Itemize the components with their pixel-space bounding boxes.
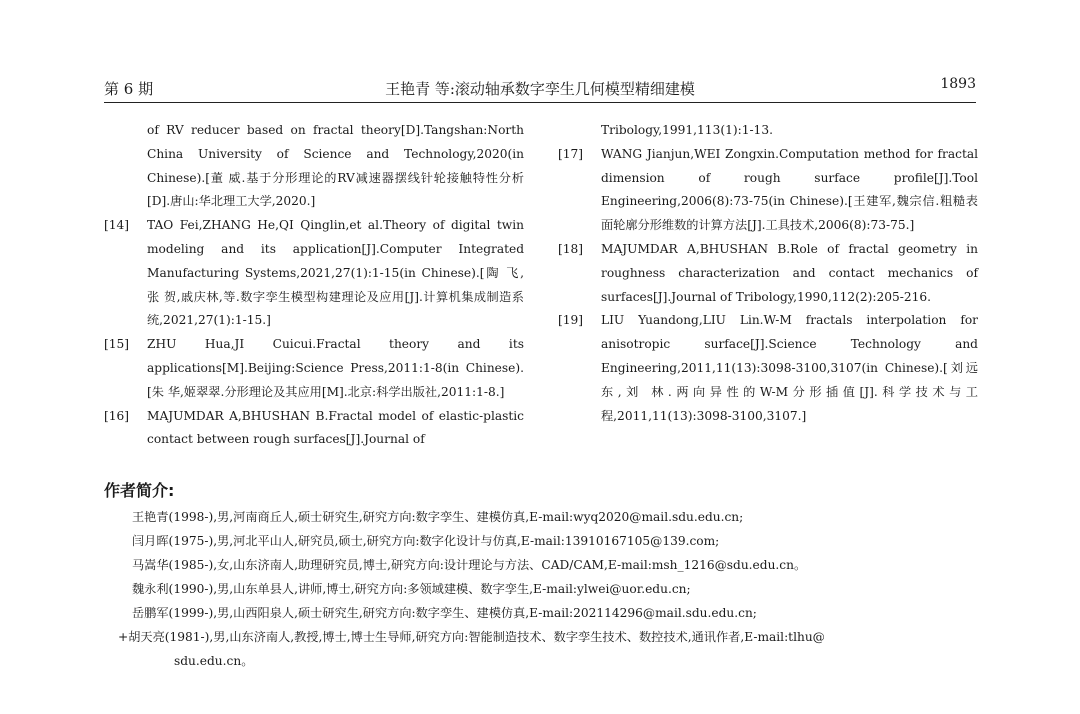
author-bio: 岳鹏军(1999-),男,山西阳泉人,硕士研究生,研究方向:数字孪生、建模仿真,E-mail:202114296@mail.sdu.edu.cn;	[132, 606, 757, 620]
author-bios	[104, 505, 984, 673]
reference-number: [17]	[558, 146, 584, 161]
corresponding-author-line1: +胡天亮(1981-),男,山东济南人,教授,博士,博士生导师,研究方向:智能制造技术、数字孪生技术、数控技术,通讯作者,E-mail:tlhu@	[118, 630, 825, 644]
reference-item	[104, 405, 524, 453]
reference-item	[104, 214, 524, 333]
reference-number: [18]	[558, 241, 584, 256]
reference-text: TAO Fei,ZHANG He,QI Qinglin,et al.Theory of digital twin modeling and its application[J].Computer Integrated Manufacturing Systems,2021,27(1):1-15(in Chinese).[陶 飞,张 贺,戚庆林,等.数字孪生模型构建理论及应用[J].计算机集成制造系统,2021,27(1):1-15.]	[147, 218, 524, 328]
reference-item	[558, 238, 978, 309]
issue-number: 第 6 期	[104, 80, 154, 98]
reference-number: [16]	[104, 408, 130, 423]
reference-text: ZHU Hua,JI Cuicui.Fractal theory and its applications[M].Beijing:Science Press,2011:1-8(in Chinese).[朱 华,姬翠翠.分形理论及其应用[M].北京:科学出版社,2011:1-8.]	[147, 337, 524, 399]
references-right-column	[558, 119, 978, 428]
corresponding-author-line2: sdu.edu.cn。	[174, 654, 254, 668]
page-header	[104, 72, 976, 103]
reference-text: LIU Yuandong,LIU Lin.W-M fractals interpolation for anisotropic surface[J].Science Technology and Engineering,2011,11(13):3098-3100,3107(in Chinese).[刘远东,刘 林.两向异性的W-M分形插值[J].科学技术与工程,2011,11(13):3098-3100,3107.]	[601, 313, 978, 423]
reference-number: [14]	[104, 218, 130, 233]
reference-number: [19]	[558, 313, 584, 328]
running-title: 王艳青 等:滚动轴承数字孪生几何模型精细建模	[385, 80, 695, 98]
author-bio: 魏永利(1990-),男,山东单县人,讲师,博士,研究方向:多领域建模、数字孪生,E-mail:ylwei@uor.edu.cn;	[132, 582, 691, 596]
reference-continuation: Tribology,1991,113(1):1-13.	[601, 123, 773, 137]
corresponding-author-bio	[104, 625, 984, 673]
author-bio: 王艳青(1998-),男,河南商丘人,硕士研究生,研究方向:数字孪生、建模仿真,E-mail:wyq2020@mail.sdu.edu.cn;	[132, 510, 744, 524]
reference-text: MAJUMDAR A,BHUSHAN B.Fractal model of elastic-plastic contact between rough surfaces[J].Journal of	[147, 408, 524, 447]
reference-number: [15]	[104, 337, 130, 352]
references-left-column	[104, 119, 524, 452]
author-bio: 闫月晖(1975-),男,河北平山人,研究员,硕士,研究方向:数字化设计与仿真,E-mail:13910167105@139.com;	[132, 534, 720, 548]
reference-text: MAJUMDAR A,BHUSHAN B.Role of fractal geometry in roughness characterization and contact mechanics of surfaces[J].Journal of Tribology,1990,112(2):205-216.	[601, 241, 978, 304]
reference-item	[558, 309, 978, 428]
reference-text: WANG Jianjun,WEI Zongxin.Computation method for fractal dimension of rough surface profile[J].Tool Engineering,2006(8):73-75(in Chinese).[王建军,魏宗信.粗糙表面轮廓分形维数的计算方法[J].工具技术,2006(8):73-75.]	[601, 146, 978, 233]
reference-continuation: of RV reducer based on fractal theory[D].Tangshan:North China University of Science and Technology,2020(in Chinese).[董 威.基于分形理论的RV减速器摆线针轮接触特性分析[D].唐山:华北理工大学,2020.]	[147, 123, 524, 209]
author-bio: 马嵩华(1985-),女,山东济南人,助理研究员,博士,研究方向:设计理论与方法、CAD/CAM,E-mail:msh_1216@sdu.edu.cn。	[132, 558, 807, 572]
page-number: 1893	[940, 76, 976, 92]
reference-item	[558, 143, 978, 238]
reference-item	[104, 333, 524, 404]
authors-section-title: 作者简介:	[104, 481, 175, 500]
